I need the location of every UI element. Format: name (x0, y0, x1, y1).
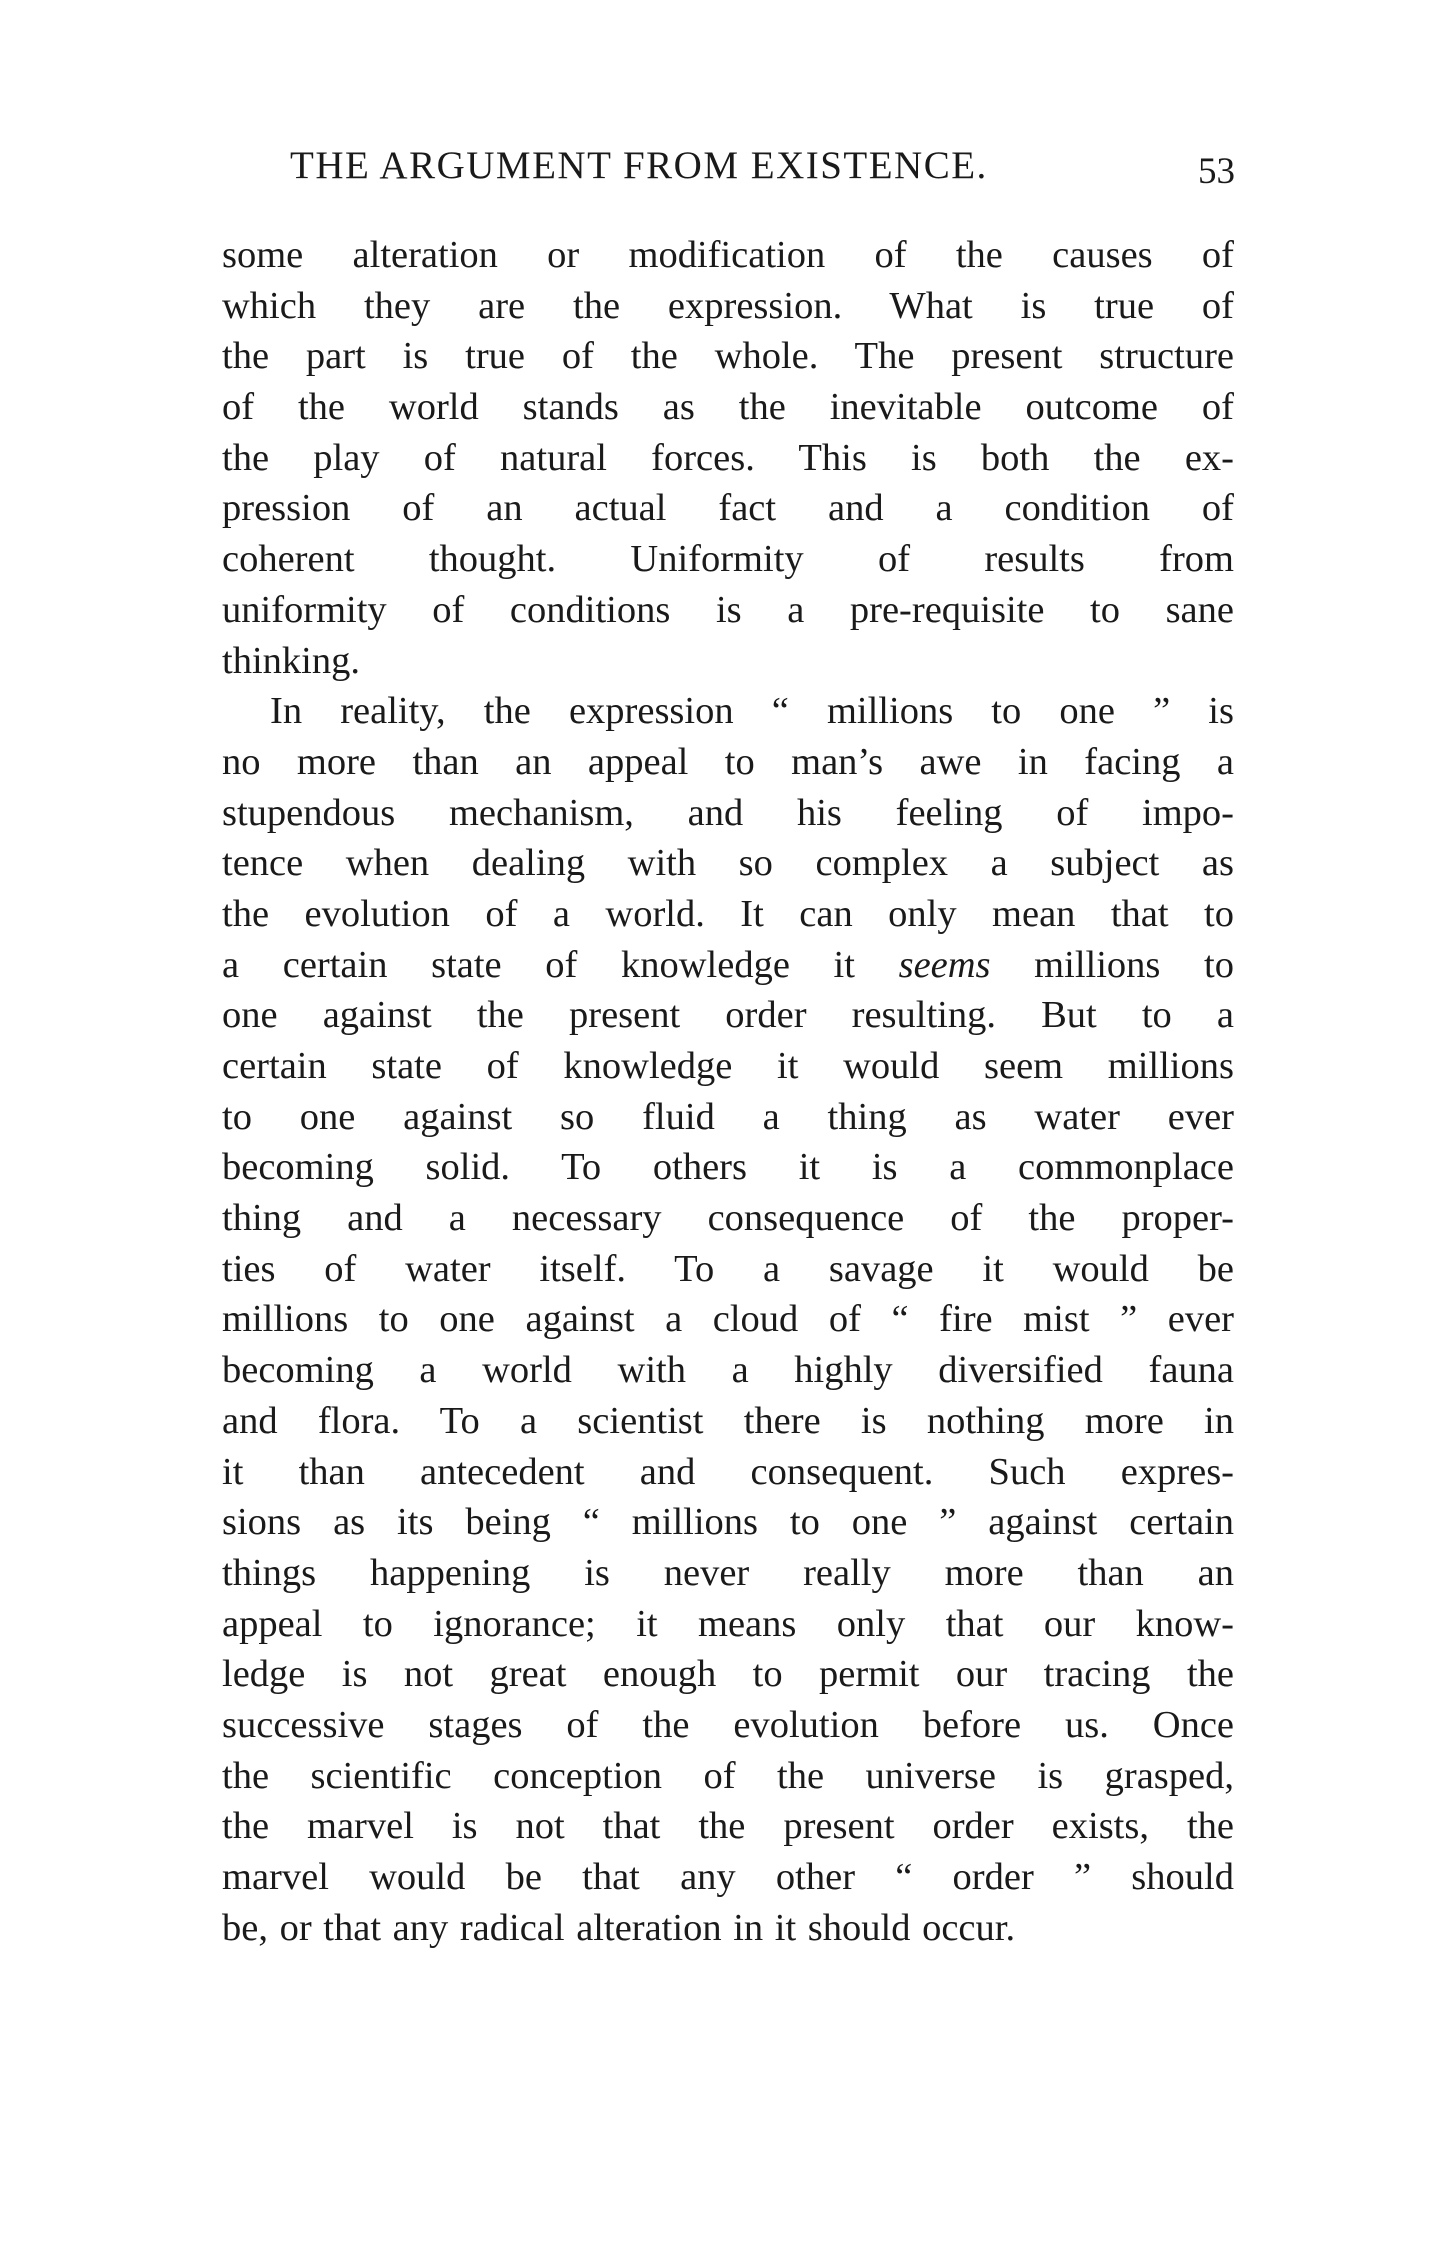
text-line: thing and a necessary consequence of the proper- (222, 1197, 1234, 1240)
page-header (290, 140, 1235, 192)
text-line: sions as its being “ millions to one ” against certain (222, 1501, 1234, 1544)
text-line: some alteration or modification of the causes of (222, 234, 1234, 276)
text-line: ledge is not great enough to permit our tracing the (222, 1653, 1234, 1696)
text-line: the marvel is not that the present order exists, the (222, 1805, 1234, 1848)
text-line: the evolution of a world. It can only mean that to (222, 892, 1234, 935)
text-line: ties of water itself. To a savage it would be (222, 1247, 1234, 1290)
text-line: things happening is never really more than an (222, 1551, 1234, 1594)
text-line (222, 940, 1234, 991)
text-line: millions to one against a cloud of “ fire mist ” ever (222, 1298, 1234, 1341)
body-text (222, 230, 1234, 1953)
text-line: the play of natural forces. This is both the ex- (222, 436, 1234, 479)
text-line: and flora. To a scientist there is nothing more in (222, 1399, 1234, 1442)
text-line: which they are the expression. What is true of (222, 284, 1234, 327)
text-line: the part is true of the whole. The present structure (222, 335, 1234, 378)
text-line: it than antecedent and consequent. Such expres- (222, 1450, 1234, 1493)
text-segment: millions to (990, 943, 1234, 986)
text-line: be, or that any radical alteration in it should occur. (222, 1906, 1016, 1949)
text-line: uniformity of conditions is a pre-requisite to sane (222, 588, 1234, 631)
text-line: pression of an actual fact and a condition of (222, 487, 1234, 530)
text-line: stupendous mechanism, and his feeling of impo- (222, 791, 1234, 834)
page-number: 53 (1198, 151, 1235, 192)
text-line: of the world stands as the inevitable outcome of (222, 386, 1234, 429)
text-line: certain state of knowledge it would seem millions (222, 1045, 1234, 1087)
text-line: appeal to ignorance; it means only that our know- (222, 1602, 1234, 1645)
text-line: becoming a world with a highly diversified fauna (222, 1349, 1234, 1392)
text-line: coherent thought. Uniformity of results from (222, 538, 1234, 581)
text-line: becoming solid. To others it is a commonplace (222, 1146, 1234, 1189)
text-segment: a certain state of knowledge it (222, 943, 899, 986)
paragraph (222, 686, 1234, 1953)
text-line: In reality, the expression “ millions to one ” is (270, 690, 1234, 733)
text-line: successive stages of the evolution before us. Once (222, 1703, 1234, 1746)
text-line: tence when dealing with so complex a subject as (222, 842, 1234, 885)
text-line: thinking. (222, 639, 360, 682)
text-line: one against the present order resulting. But to a (222, 994, 1234, 1037)
text-line: marvel would be that any other “ order ” should (222, 1856, 1234, 1898)
running-head: THE ARGUMENT FROM EXISTENCE. (290, 144, 988, 187)
paragraph (222, 230, 1234, 686)
text-line: the scientific conception of the universe is grasped, (222, 1754, 1234, 1797)
text-line: no more than an appeal to man’s awe in facing a (222, 740, 1234, 783)
text-line: to one against so fluid a thing as water ever (222, 1095, 1234, 1138)
italic-text: seems (898, 943, 991, 986)
